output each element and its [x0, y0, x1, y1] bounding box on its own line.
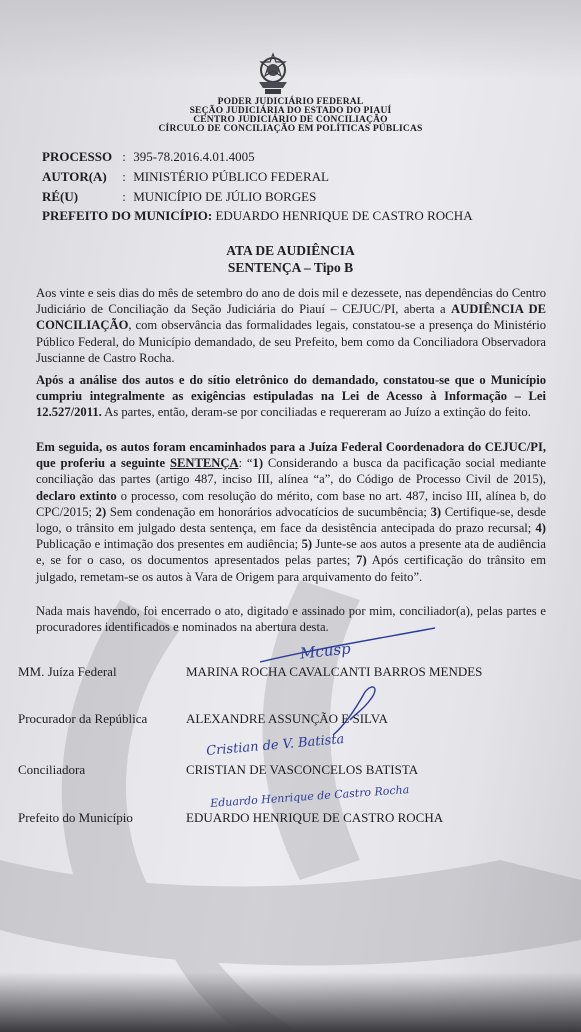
signature-role: Conciliadora — [18, 762, 86, 777]
paragraph-analysis: Após a análise dos autos e do sítio eletrônico do demandado, constatou-se que o Município cumpriu integralmente as exigências estipuladas na Lei de Acesso à Informação – Lei 12.527/2011. As partes, então, deram-se por conciliadas e requereram ao Juízo a extinção do feito. — [36, 373, 546, 420]
signature-stroke — [325, 680, 385, 740]
signature-name: EDUARDO HENRIQUE DE CASTRO ROCHA — [186, 810, 444, 825]
header-line-1: PODER JUDICIÁRIO FEDERAL — [217, 97, 364, 107]
paragraph-opening: Aos vinte e seis dias do mês de setembro do ano de dois mil e dezessete, nas dependências do Centro Judiciário de Conciliação da Seção Judiciária do Piauí – CEJUC/PI, aberta a AUDIÊNCIA DE CONCILIAÇÃO, com observância das formalidades legais, constatou-se a presença do Ministério Público Federal, do Município demandado, de seu Prefeito, bem como da Conciliadora Observadora Juscianne de Castro Rocha. — [36, 286, 546, 365]
processo-value: 395-78.2016.4.01.4005 — [133, 149, 255, 164]
prefeito-value: EDUARDO HENRIQUE DE CASTRO ROCHA — [215, 208, 473, 223]
signature-row — [0, 711, 581, 735]
processo-label: PROCESSO — [42, 149, 113, 164]
header-line-3: CENTRO JUDICIÁRIO DE CONCILIAÇÃO — [193, 115, 388, 125]
autor-row: AUTOR(A) : MINISTÉRIO PÚBLICO FEDERAL — [42, 169, 329, 184]
coat-of-arms-icon — [253, 52, 293, 98]
header-line-4: CÍRCULO DE CONCILIAÇÃO EM POLÍTICAS PÚBLICAS — [158, 124, 423, 134]
signature-name: MARINA ROCHA CAVALCANTI BARROS MENDES — [186, 664, 483, 679]
reu-row: RÉ(U) : MUNICÍPIO DE JÚLIO BORGES — [42, 189, 317, 204]
handwritten-signature: Mcusp — [299, 639, 352, 663]
paragraph-sentence: Em seguida, os autos foram encaminhados para a Juíza Federal Coordenadora do CEJUC/PI, que proferiu a seguinte SENTENÇA: “1) Considerando a busca da pacificação social mediante conciliação das partes (artigo 487, inciso III, alínea “a”, do Código de Processo Civil de 2015), declaro extinto o processo, com resolução do mérito, com base no art. 487, inciso III, alínea b, do CPC/2015; 2) Sem condenação em honorários advocatícios de sucumbência; 3) Certifique-se, desde logo, o trânsito em julgado desta sentença, em face da desistência antecipada do prazo recursal; 4) Publicação e intimação dos presentes em audiência; 5) Junte-se aos autos a presente ata de audiência e, se for o caso, os documentos apresentados pelas partes; 7) Após certificação do trânsito em julgado, remetam-se os autos à Vara de Origem para arquivamento do feito”. — [36, 440, 547, 584]
reu-value: MUNICÍPIO DE JÚLIO BORGES — [133, 189, 317, 204]
header-line-2: SEÇÃO JUDICIÁRIA DO ESTADO DO PIAUÍ — [189, 106, 392, 116]
signature-stroke — [250, 620, 440, 670]
autor-label: AUTOR(A) — [42, 169, 107, 184]
handwritten-signature: Cristian de V. Batista — [205, 731, 345, 760]
signature-role: Procurador da República — [18, 711, 148, 726]
processo-row: PROCESSO : 395-78.2016.4.01.4005 — [42, 149, 255, 164]
prefeito-label: PREFEITO DO MUNICÍPIO: — [42, 208, 213, 223]
signature-row — [0, 762, 581, 786]
autor-value: MINISTÉRIO PÚBLICO FEDERAL — [133, 169, 329, 184]
document-title: ATA DE AUDIÊNCIA — [226, 243, 355, 258]
prefeito-row — [42, 208, 473, 224]
signature-row — [0, 810, 581, 834]
signature-name: ALEXANDRE ASSUNÇÃO E SILVA — [186, 711, 388, 726]
paragraph-closing: Nada mais havendo, foi encerrado o ato, digitado e assinado por mim, conciliador(a), pelas partes e procuradores identificados e nominados na abertura desta. — [36, 604, 546, 635]
handwritten-signature: Eduardo Henrique de Castro Rocha — [209, 783, 410, 810]
signature-name: CRISTIAN DE VASCONCELOS BATISTA — [186, 762, 419, 777]
document-subtitle: SENTENÇA – Tipo B — [227, 260, 354, 275]
signature-role: MM. Juíza Federal — [18, 664, 117, 679]
signature-role: Prefeito do Município — [18, 810, 133, 825]
reu-label: RÉ(U) — [42, 189, 79, 204]
